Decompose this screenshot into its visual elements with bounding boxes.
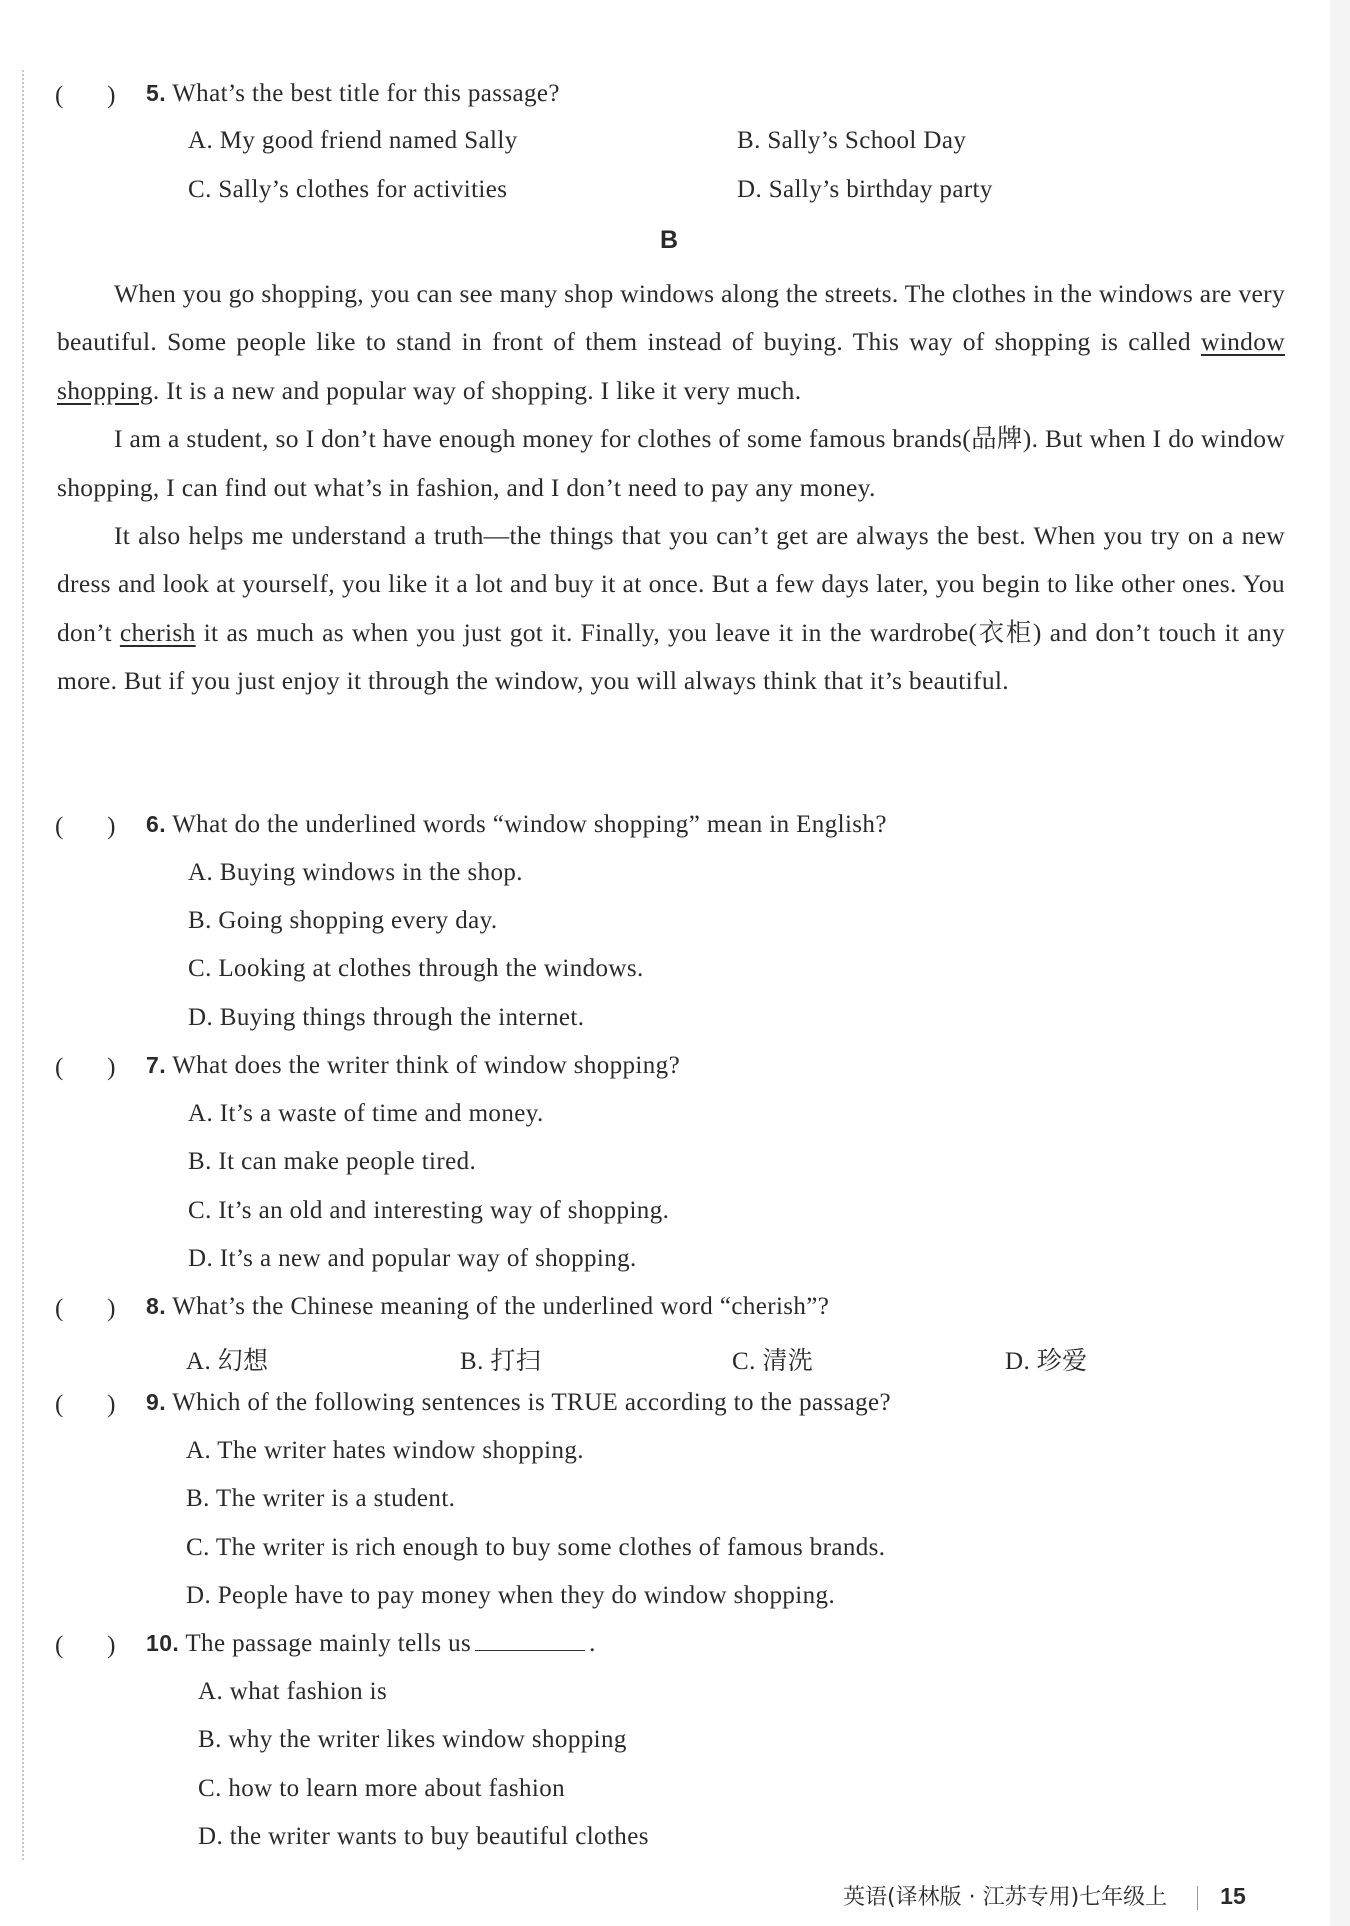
option-a: A. Buying windows in the shop.: [188, 859, 523, 886]
question-9: [146, 1389, 891, 1417]
option-c: C. Sally’s clothes for activities: [188, 176, 508, 203]
section-heading: B: [660, 226, 679, 254]
question-number: 5.: [146, 80, 166, 106]
question-7: [146, 1052, 680, 1080]
option-c: C. Looking at clothes through the windows.: [188, 955, 644, 982]
book-title: 英语(译林版 · 江苏专用)七年级上: [843, 1885, 1168, 1910]
underlined-phrase: window shopping: [57, 327, 1285, 405]
answer-bracket-q8[interactable]: ( ): [55, 1295, 116, 1322]
option-d: D. the writer wants to buy beautiful clothes: [198, 1823, 649, 1850]
answer-bracket-q10[interactable]: ( ): [55, 1632, 116, 1659]
passage-paragraph-1: When you go shopping, you can see many shop windows along the streets. The clothes in the windows are very beautiful. Some people like to stand in front of them instead of buying. This way of shopping is called window shopping. It is a new and popular way of shopping. I like it very much.: [57, 279, 1285, 405]
question-5: [146, 80, 560, 108]
passage-paragraph-3: It also helps me understand a truth—the things that you can’t get are always the best. When you try on a new dress and look at yourself, you like it a lot and buy it at once. But a few days later, you begin to like other ones. You don’t cherish it as much as when you just got it. Finally, you leave it in the wardrobe(衣柜) and don’t touch it any more. But if you just enjoy it through the window, you will always think that it’s beautiful.: [57, 521, 1285, 696]
option-d: D. Buying things through the internet.: [188, 1004, 585, 1031]
option-a: A. what fashion is: [198, 1678, 388, 1705]
reading-passage: [57, 270, 1285, 706]
option-d: D. 珍爱: [1005, 1348, 1088, 1375]
option-a: A. It’s a waste of time and money.: [188, 1100, 544, 1127]
option-c: C. how to learn more about fashion: [198, 1775, 565, 1802]
option-b: B. It can make people tired.: [188, 1148, 477, 1175]
option-c: C. The writer is rich enough to buy some clothes of famous brands.: [186, 1534, 886, 1561]
question-number: 9.: [146, 1389, 166, 1415]
option-b: B. why the writer likes window shopping: [198, 1726, 627, 1753]
answer-bracket-q9[interactable]: ( ): [55, 1391, 116, 1418]
question-stem: The passage mainly tells us: [185, 1630, 472, 1657]
question-stem: What’s the Chinese meaning of the underlined word “cherish”?: [172, 1293, 830, 1320]
question-stem: What does the writer think of window shopping?: [172, 1052, 681, 1079]
option-d: D. It’s a new and popular way of shopping.: [188, 1245, 637, 1272]
question-stem: What do the underlined words “window shopping” mean in English?: [172, 811, 887, 838]
question-10: 10. The passage mainly tells us .: [146, 1630, 596, 1657]
option-d: D. Sally’s birthday party: [737, 176, 993, 203]
option-b: B. The writer is a student.: [186, 1485, 456, 1512]
footer-divider: [1197, 1886, 1198, 1910]
question-number: 10.: [146, 1630, 180, 1656]
option-c: C. 清洗: [732, 1348, 814, 1375]
option-a: A. My good friend named Sally: [188, 127, 518, 154]
answer-bracket-q7[interactable]: ( ): [55, 1054, 116, 1081]
question-number: 6.: [146, 811, 166, 837]
option-b: B. 打扫: [460, 1348, 542, 1375]
question-number: 7.: [146, 1052, 166, 1078]
question-stem: Which of the following sentences is TRUE according to the passage?: [172, 1389, 891, 1416]
page-footer: [843, 1880, 1246, 1911]
option-a: A. The writer hates window shopping.: [186, 1437, 584, 1464]
option-c: C. It’s an old and interesting way of shopping.: [188, 1197, 670, 1224]
answer-bracket-q5[interactable]: ( ): [55, 82, 116, 109]
question-8: [146, 1293, 829, 1321]
answer-bracket-q6[interactable]: ( ): [55, 813, 116, 840]
page-number: 15: [1220, 1883, 1246, 1909]
underlined-word: cherish: [119, 617, 196, 647]
binding-margin-line: [22, 70, 24, 1860]
option-b: B. Sally’s School Day: [737, 127, 967, 154]
passage-paragraph-2: I am a student, so I don’t have enough money for clothes of some famous brands(品牌). But when I do window shopping, I can find out what’s in fashion, and I don’t need to pay any money.: [57, 424, 1285, 502]
question-6: [146, 811, 887, 839]
answer-blank[interactable]: [475, 1632, 585, 1651]
option-a: A. 幻想: [186, 1348, 269, 1375]
option-b: B. Going shopping every day.: [188, 907, 498, 934]
option-d: D. People have to pay money when they do window shopping.: [186, 1582, 836, 1609]
question-number: 8.: [146, 1293, 166, 1319]
question-stem: What’s the best title for this passage?: [172, 80, 560, 107]
